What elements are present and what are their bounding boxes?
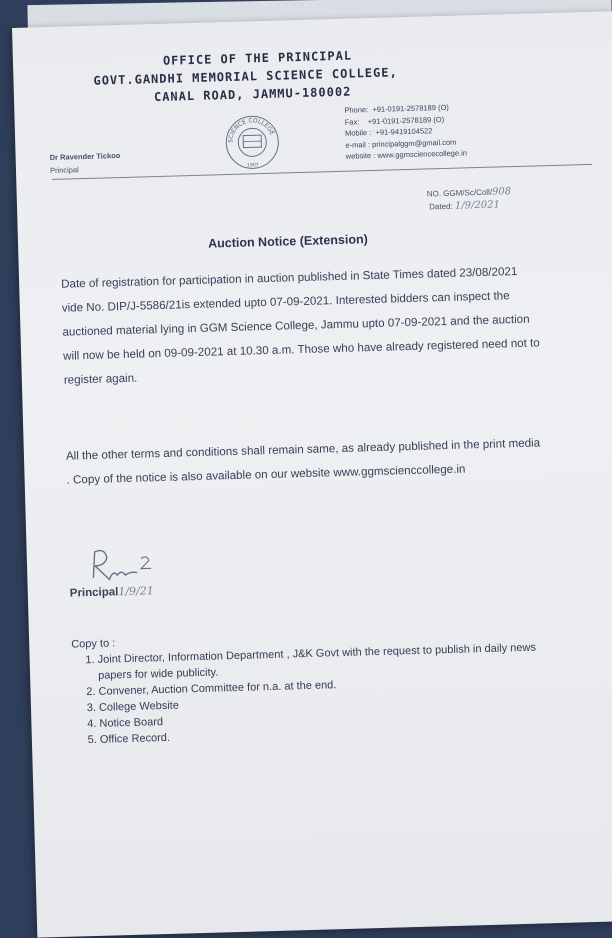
notice-paragraph-1: Date of registration for participation in auction published in State Times dated 23/08/2021 vide No. DIP/J-5586/21is extended upto 07-09-2021. Interested bidders can inspect the auctioned material lying in GGM Science College, Jammu upto 07-09-2021 and the auction will now be held on 09-09-2021 at 10.30 a.m. Those who have already registered need not to register again. <box>60 264 540 387</box>
seal-year: 1907 <box>247 163 259 169</box>
notice-title: Auction Notice (Extension) <box>207 232 368 251</box>
contact-block <box>344 101 467 162</box>
list-item: 5. Office Record. <box>100 719 570 748</box>
header-divider <box>49 164 592 180</box>
letterhead-college: GOVT.GANDHI MEMORIAL SCIENCE COLLEGE, <box>93 65 398 88</box>
svg-text:SCIENCE COLLEGE <box>227 117 276 144</box>
letterhead-office: OFFICE OF THE PRINCIPAL <box>162 48 353 68</box>
letterhead-address: CANAL ROAD, JAMMU-180002 <box>153 84 352 105</box>
list-item: 3. College Website <box>99 687 569 716</box>
copy-to-heading: Copy to : <box>71 637 116 651</box>
principal-name: Dr Ravender Tickoo <box>49 151 121 162</box>
signature-date: 1/9/21 <box>118 584 154 599</box>
copy-to-list <box>71 639 569 749</box>
reference-date: Dated: 1/9/2021 <box>429 199 501 212</box>
reference-number: NO. GGM/Sc/Coll/908 <box>426 186 512 199</box>
principal-title: Principal <box>49 165 79 175</box>
signature-scribble-icon <box>86 544 167 586</box>
contact-fax: Fax: +91-0191-2578189 (O) <box>344 114 445 127</box>
contact-phone: Phone: +91-0191-2578189 (O) <box>344 102 449 115</box>
contact-mobile: Mobile : +91-9419104522 <box>344 126 433 138</box>
contact-website: website : www.ggmsciencecollege.in <box>345 148 468 161</box>
list-item: 4. Notice Board <box>99 703 569 732</box>
signature-label: Principal <box>69 586 119 600</box>
list-item: 1. Joint Director, Information Department , J&K Govt with the request to publish in daily news papers for wide publicity. <box>97 639 568 684</box>
seal-text: SCIENCE COLLEGE <box>227 117 276 144</box>
signature-block <box>70 584 154 599</box>
notice-page <box>12 11 612 938</box>
college-seal-icon <box>222 113 282 173</box>
list-item: 2. Convener, Auction Committee for n.a. at the end. <box>98 671 568 700</box>
contact-email: e-mail : principalggm@gmail.com <box>345 137 457 150</box>
notice-paragraph-2: All the other terms and conditions shall remain same, as already published in the print media . Copy of the notice is also available on our website www.ggmscienccollege.in <box>65 436 541 487</box>
